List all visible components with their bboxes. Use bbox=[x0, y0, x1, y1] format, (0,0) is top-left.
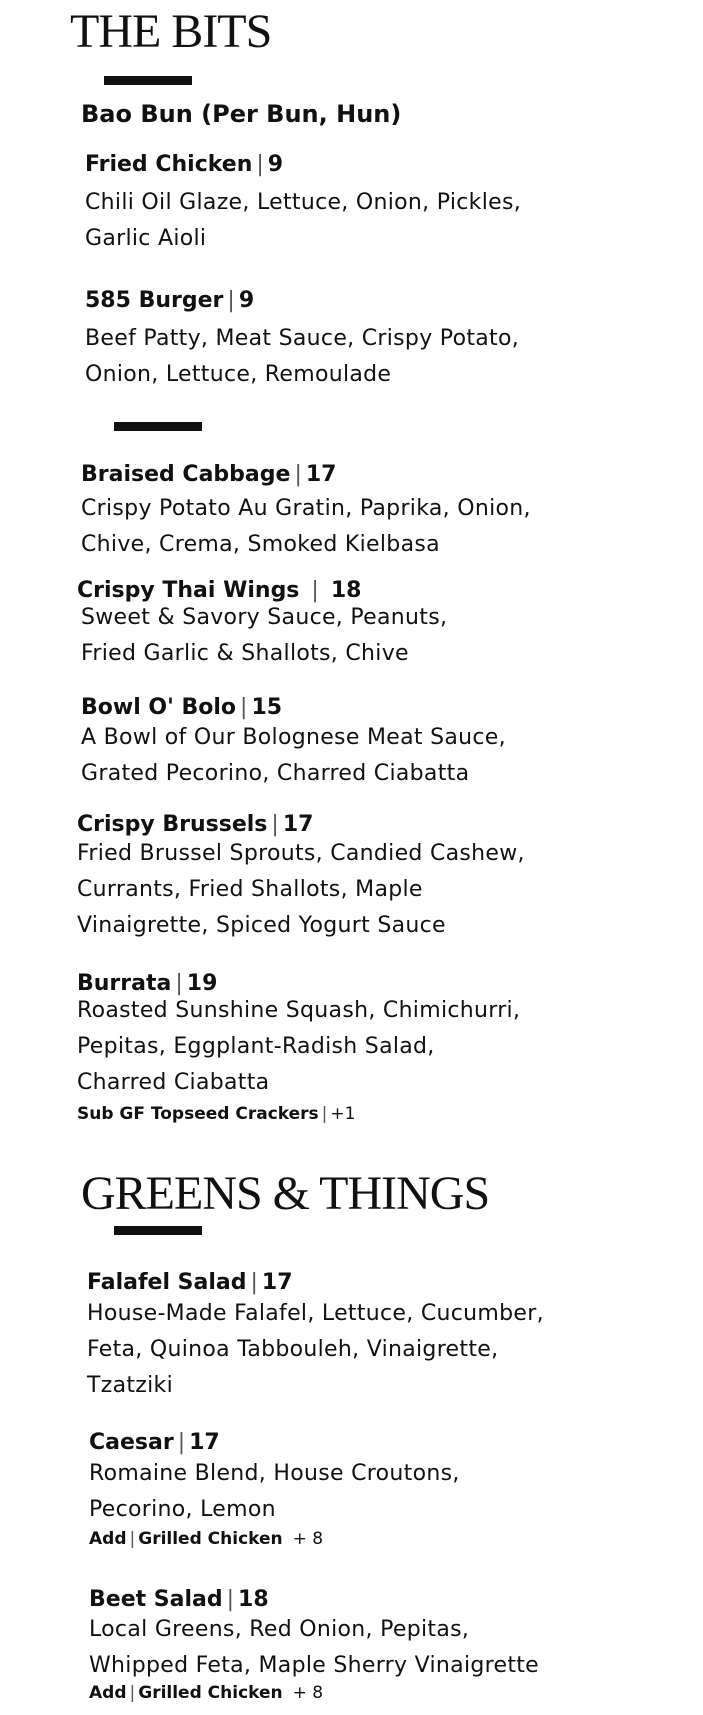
description-line: Romaine Blend, House Croutons, bbox=[89, 1461, 460, 1486]
item-name-text: Bowl O' Bolo bbox=[81, 695, 237, 720]
description-line: Vinaigrette, Spiced Yogurt Sauce bbox=[77, 913, 446, 938]
menu-item-description bbox=[87, 1296, 703, 1404]
addon-prefix: Add bbox=[89, 1683, 127, 1703]
menu-item-name bbox=[81, 462, 336, 487]
menu-item-description bbox=[77, 836, 697, 944]
description-line: Whipped Feta, Maple Sherry Vinaigrette bbox=[89, 1653, 540, 1678]
description-line: Chive, Crema, Smoked Kielbasa bbox=[81, 532, 440, 557]
menu-item-name bbox=[77, 812, 313, 837]
section-divider bbox=[104, 76, 192, 85]
price-separator: | bbox=[250, 1270, 258, 1295]
section-title-the-bits: THE BITS bbox=[70, 5, 272, 58]
description-line: Crispy Potato Au Gratin, Paprika, Onion, bbox=[81, 496, 531, 521]
price-separator: | bbox=[226, 1587, 235, 1612]
price-separator: | bbox=[177, 1430, 186, 1455]
section-title-greens-and-things: GREENS & THINGS bbox=[81, 1167, 490, 1220]
addon-prefix: Add bbox=[89, 1529, 127, 1549]
description-line: Currants, Fried Shallots, Maple bbox=[77, 877, 423, 902]
price-separator: | bbox=[240, 695, 248, 720]
description-line: A Bowl of Our Bolognese Meat Sauce, bbox=[81, 725, 506, 750]
description-line: Sweet & Savory Sauce, Peanuts, bbox=[81, 605, 448, 630]
item-price: 15 bbox=[251, 695, 283, 720]
menu-item-description bbox=[81, 491, 701, 563]
addon-label: Grilled Chicken bbox=[138, 1683, 283, 1703]
menu-item-name bbox=[81, 695, 282, 720]
item-price: 18 bbox=[238, 1587, 269, 1612]
menu-item-addon bbox=[89, 1683, 323, 1703]
item-name-text: 585 Burger bbox=[85, 288, 224, 313]
price-separator: | bbox=[129, 1529, 136, 1549]
price-separator: | bbox=[294, 462, 302, 487]
menu-item-name bbox=[89, 1587, 269, 1612]
price-separator: | bbox=[256, 152, 264, 177]
description-line: Tzatziki bbox=[87, 1373, 174, 1398]
description-line: Onion, Lettuce, Remoulade bbox=[85, 362, 392, 387]
menu-item-description bbox=[77, 993, 697, 1101]
item-name-text: Fried Chicken bbox=[85, 152, 253, 177]
price-separator: | bbox=[311, 578, 319, 603]
item-name-text: Braised Cabbage bbox=[81, 462, 291, 487]
menu-item-name bbox=[87, 1270, 293, 1295]
menu-item-addon bbox=[77, 1104, 355, 1124]
item-price: 9 bbox=[238, 288, 255, 313]
description-line: Roasted Sunshine Squash, Chimichurri, bbox=[77, 998, 521, 1023]
item-name-text: Crispy Brussels bbox=[77, 812, 268, 837]
section-divider bbox=[114, 1226, 202, 1235]
item-name-text: Falafel Salad bbox=[87, 1270, 247, 1295]
description-line: Grated Pecorino, Charred Ciabatta bbox=[81, 761, 470, 786]
menu-item-addon bbox=[89, 1529, 323, 1549]
price-separator: | bbox=[271, 812, 279, 837]
menu-item-name bbox=[85, 288, 254, 313]
item-name-text: Burrata bbox=[77, 971, 172, 996]
price-separator: | bbox=[227, 288, 235, 313]
item-price: 19 bbox=[186, 971, 218, 996]
description-line: Pepitas, Eggplant-Radish Salad, bbox=[77, 1034, 435, 1059]
description-line: Chili Oil Glaze, Lettuce, Onion, Pickles, bbox=[85, 190, 521, 215]
item-name-text: Caesar bbox=[89, 1430, 174, 1455]
description-line: Fried Brussel Sprouts, Candied Cashew, bbox=[77, 841, 525, 866]
description-line: Beef Patty, Meat Sauce, Crispy Potato, bbox=[85, 326, 520, 351]
price-separator: | bbox=[129, 1683, 136, 1703]
item-price: 17 bbox=[282, 812, 314, 837]
description-line: House-Made Falafel, Lettuce, Cucumber, bbox=[87, 1301, 544, 1326]
addon-label: Grilled Chicken bbox=[138, 1529, 283, 1549]
bao-bun-subheading: Bao Bun (Per Bun, Hun) bbox=[81, 100, 402, 128]
item-price: 9 bbox=[267, 152, 284, 177]
addon-label: Sub GF Topseed Crackers bbox=[77, 1104, 319, 1124]
description-line: Feta, Quinoa Tabbouleh, Vinaigrette, bbox=[87, 1337, 499, 1362]
menu-item-description bbox=[85, 321, 703, 393]
description-line: Pecorino, Lemon bbox=[89, 1497, 276, 1522]
item-price: 17 bbox=[305, 462, 337, 487]
price-separator: | bbox=[175, 971, 183, 996]
addon-price: +1 bbox=[330, 1104, 356, 1124]
price-separator: | bbox=[321, 1104, 328, 1124]
description-line: Fried Garlic & Shallots, Chive bbox=[81, 641, 409, 666]
menu-item-description bbox=[85, 185, 703, 257]
description-line: Charred Ciabatta bbox=[77, 1070, 270, 1095]
menu-item-description bbox=[89, 1612, 703, 1684]
item-price: 18 bbox=[330, 578, 362, 603]
menu-item-description bbox=[89, 1456, 703, 1528]
item-group-divider bbox=[114, 422, 202, 431]
menu-item-description bbox=[81, 720, 701, 792]
addon-price: + 8 bbox=[292, 1529, 324, 1549]
description-line: Garlic Aioli bbox=[85, 226, 207, 251]
addon-price: + 8 bbox=[292, 1683, 324, 1703]
item-price: 17 bbox=[261, 1270, 293, 1295]
menu-item-name bbox=[89, 1430, 220, 1455]
description-line: Local Greens, Red Onion, Pepitas, bbox=[89, 1617, 470, 1642]
menu-item-description bbox=[81, 600, 701, 672]
item-name-text: Crispy Thai Wings bbox=[77, 578, 300, 603]
item-price: 17 bbox=[189, 1430, 220, 1455]
menu-item-name bbox=[85, 152, 283, 177]
item-name-text: Beet Salad bbox=[89, 1587, 223, 1612]
